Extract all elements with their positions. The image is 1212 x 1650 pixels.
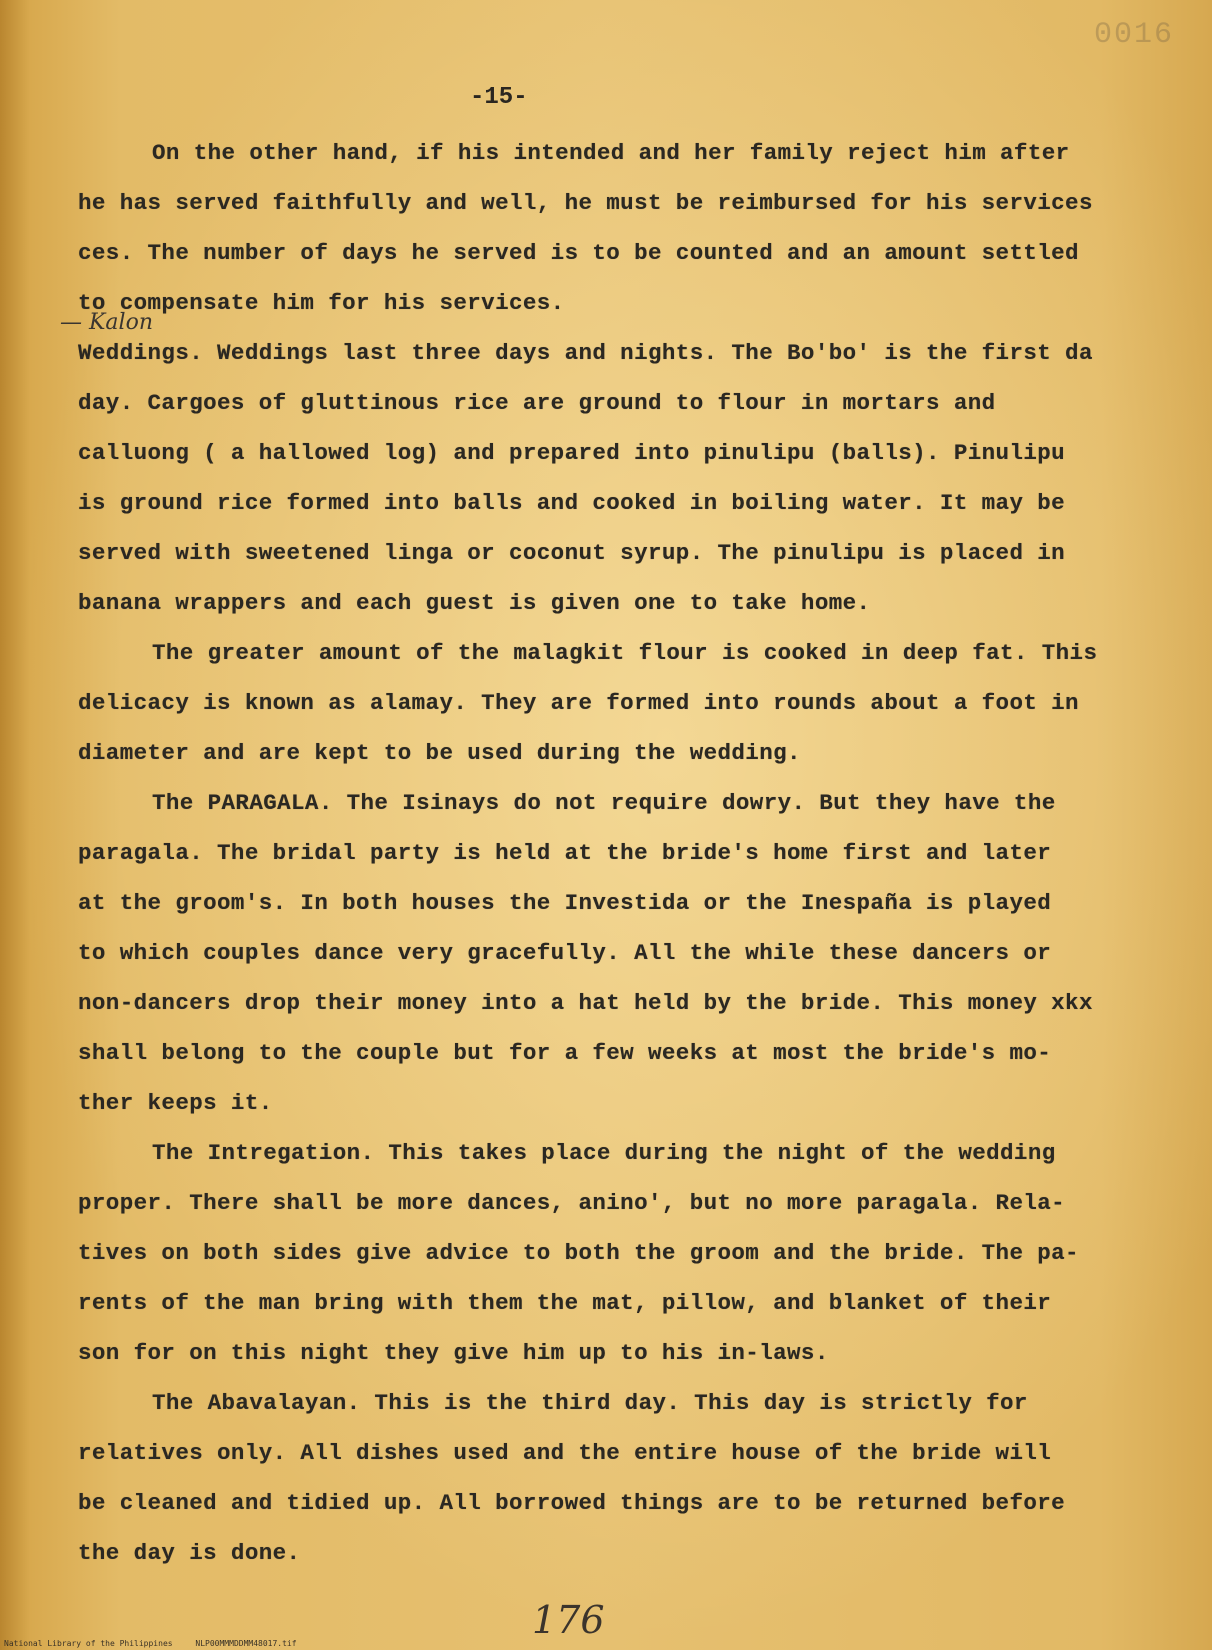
- text-line: ther keeps it.: [78, 1090, 273, 1116]
- text-line: tives on both sides give advice to both the groom and the bride. The pa-: [78, 1240, 1079, 1266]
- text-line: to which couples dance very gracefully. All the while these dancers or: [78, 940, 1052, 966]
- text-line: relatives only. All dishes used and the entire house of the bride will: [78, 1440, 1052, 1466]
- handwritten-margin-note: — Kalon: [60, 310, 153, 335]
- text-line: non-dancers drop their money into a hat held by the bride. This money xkx: [78, 990, 1093, 1016]
- typed-body-text: [78, 128, 1188, 1578]
- text-line: proper. There shall be more dances, anino', but no more paragala. Rela-: [78, 1190, 1066, 1216]
- text-line: day. Cargoes of gluttinous rice are ground to flour in mortars and: [78, 390, 996, 416]
- text-line: delicacy is known as alamay. They are formed into rounds about a foot in: [78, 690, 1079, 716]
- text-line: banana wrappers and each guest is given one to take home.: [78, 590, 871, 616]
- page-number: -15-: [470, 84, 528, 111]
- text-line: ces. The number of days he served is to be counted and an amount settled: [78, 240, 1079, 266]
- scan-footer: [4, 1639, 315, 1648]
- text-line: paragala. The bridal party is held at the bride's home first and later: [78, 840, 1052, 866]
- text-line: The Intregation. This takes place during the night of the wedding: [152, 1140, 1056, 1166]
- scan-filename: NLP00MMMDDMM48017.tif: [195, 1639, 297, 1648]
- text-line: served with sweetened linga or coconut syrup. The pinulipu is placed in: [78, 540, 1066, 566]
- library-credit: National Library of the Philippines: [4, 1639, 173, 1648]
- text-line: he has served faithfully and well, he must be reimbursed for his services: [78, 190, 1093, 216]
- handwritten-folio-number: 176: [532, 1598, 605, 1642]
- text-line: shall belong to the couple but for a few weeks at most the bride's mo-: [78, 1040, 1052, 1066]
- text-line: The greater amount of the malagkit flour is cooked in deep fat. This: [152, 640, 1098, 666]
- text-line: The Abavalayan. This is the third day. This day is strictly for: [152, 1390, 1028, 1416]
- text-line: On the other hand, if his intended and her family reject him after: [152, 140, 1070, 166]
- text-line: Weddings. Weddings last three days and nights. The Bo'bo' is the first da: [78, 340, 1093, 366]
- text-line: is ground rice formed into balls and cooked in boiling water. It may be: [78, 490, 1066, 516]
- text-line: rents of the man bring with them the mat, pillow, and blanket of their: [78, 1290, 1052, 1316]
- text-line: son for on this night they give him up to his in-laws.: [78, 1340, 829, 1366]
- text-line: diameter and are kept to be used during the wedding.: [78, 740, 801, 766]
- text-line: be cleaned and tidied up. All borrowed things are to be returned before: [78, 1490, 1066, 1516]
- text-line: at the groom's. In both houses the Investida or the Inespaña is played: [78, 890, 1052, 916]
- text-line: calluong ( a hallowed log) and prepared into pinulipu (balls). Pinulipu: [78, 440, 1066, 466]
- text-line: The PARAGALA. The Isinays do not require dowry. But they have the: [152, 790, 1056, 816]
- text-line: to compensate him for his services.: [78, 290, 565, 316]
- text-line: the day is done.: [78, 1540, 301, 1566]
- archive-stamp: 0016: [1093, 18, 1174, 52]
